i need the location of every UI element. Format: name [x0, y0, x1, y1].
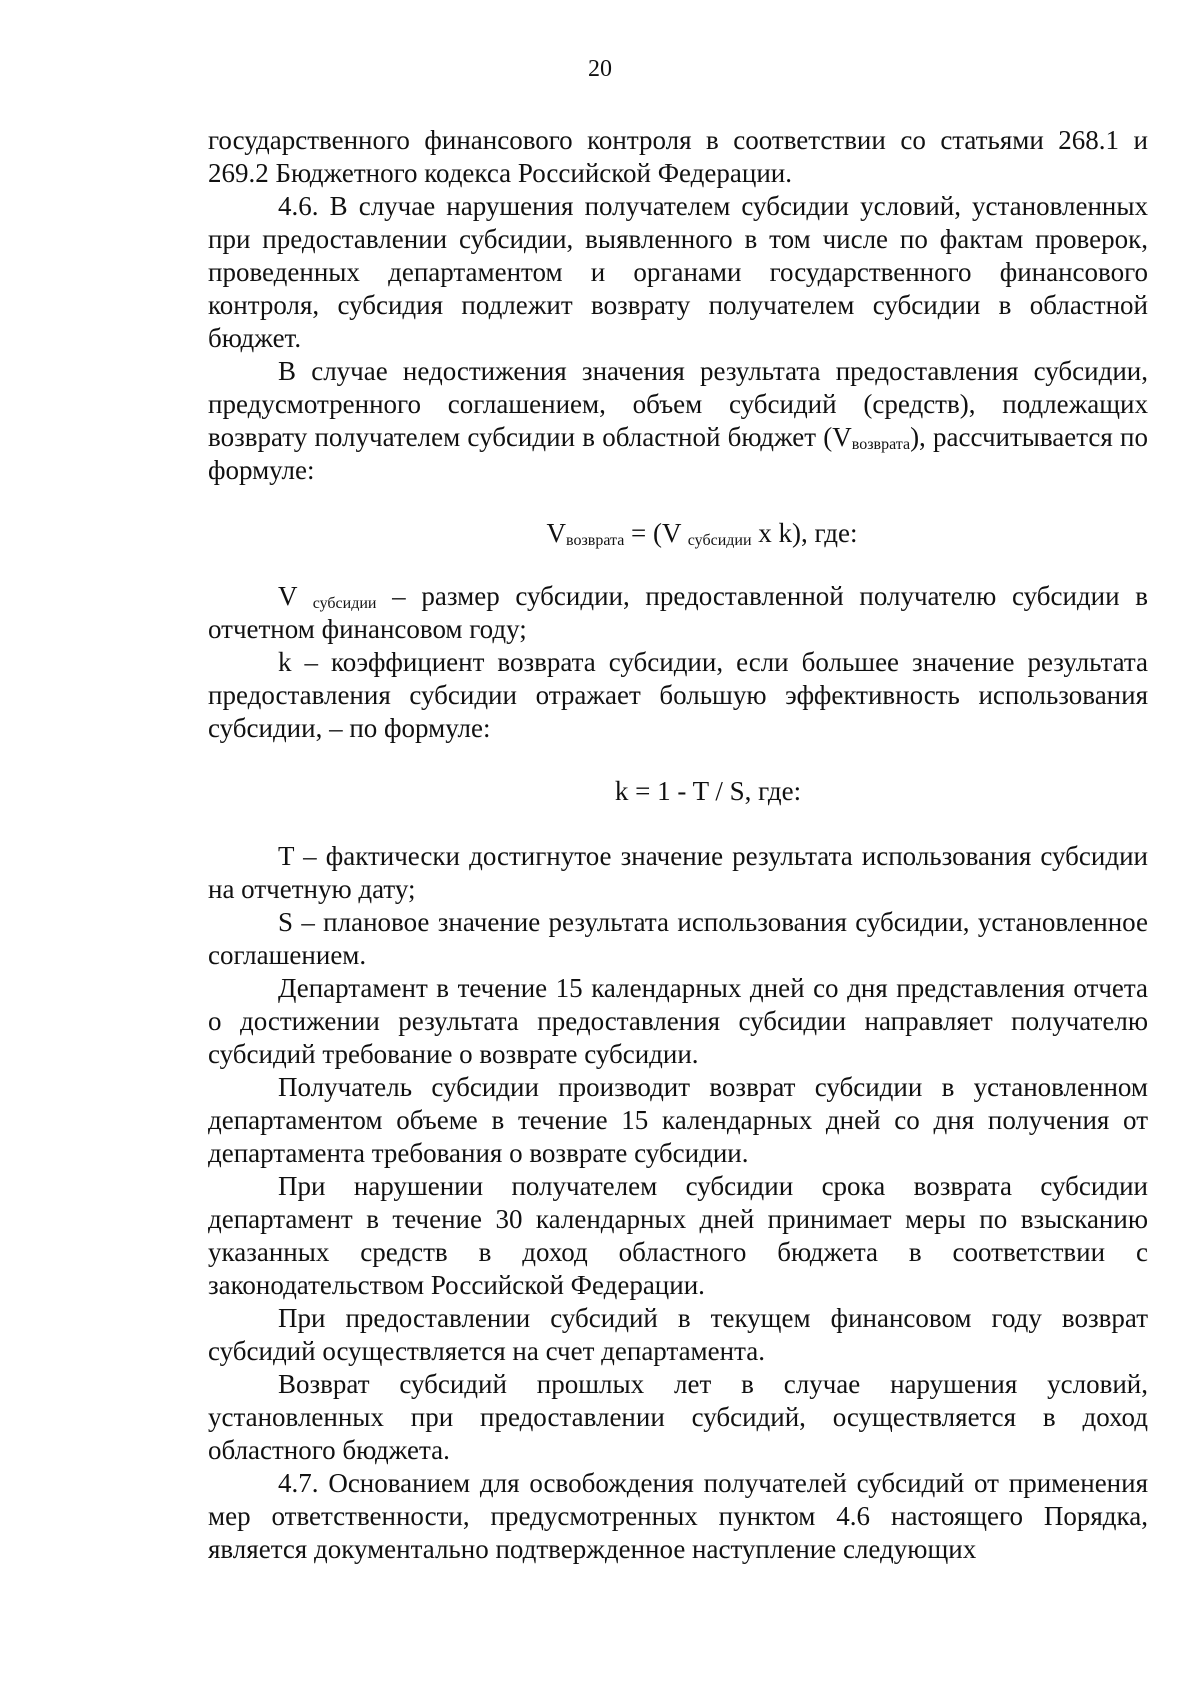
- v-definition-text: – размер субсидии, предоставленной получателю субсидии в отчетном финансовом году;: [208, 581, 1148, 644]
- paragraph-previous-years: Возврат субсидий прошлых лет в случае нарушения условий, установленных при предоставлении субсидий, осуществляется в доход областного бюджета.: [208, 1369, 1148, 1465]
- paragraph-1: государственного финансового контроля в соответствии со статьями 268.1 и 269.2 Бюджетного кодекса Российской Федерации.: [208, 125, 1148, 188]
- paragraph-shortfall: [208, 355, 1148, 487]
- paragraph-department-request: Департамент в течение 15 календарных дней со дня представления отчета о достижении результата предоставления субсидии направляет получателю субсидий требование о возврате субсидии.: [208, 973, 1148, 1069]
- v-symbol: V: [278, 581, 313, 611]
- paragraph-t-definition: T – фактически достигнутое значение результата использования субсидии на отчетную дату;: [208, 841, 1148, 904]
- v-symbol-sub: субсидии: [312, 595, 377, 612]
- paragraph-shortfall-after: ), рассчитывается по формуле:: [208, 422, 1148, 485]
- formula-1-mid: = (V: [624, 518, 688, 548]
- formula-refund-volume: [208, 487, 1148, 580]
- formula-1-lhs: V: [546, 518, 566, 548]
- paragraph-shortfall-before: В случае недостижения значения результата предоставления субсидии, предусмотренного соглашением, объем субсидий (средств), подлежащих возврату получателем субсидии в областной бюджет (V: [208, 356, 1148, 452]
- page-number: 20: [588, 56, 612, 82]
- paragraph-current-year: При предоставлении субсидий в текущем финансовом году возврат субсидий осуществляется на счет департамента.: [208, 1303, 1148, 1366]
- paragraph-v-definition: [208, 580, 1148, 646]
- paragraph-k-definition: k – коэффициент возврата субсидии, если большее значение результата предоставления субсидии отражает большую эффективность использования субсидии, – по формуле:: [208, 647, 1148, 743]
- paragraph-4-7: 4.7. Основанием для освобождения получателей субсидий от применения мер ответственности, предусмотренных пунктом 4.6 настоящего Порядка, является документально подтвержденное наступление следующих: [208, 1468, 1148, 1564]
- formula-1-rhs: x k), где:: [751, 518, 858, 548]
- formula-1-mid-sub: субсидии: [687, 532, 752, 549]
- paragraph-shortfall-sub: возврата: [851, 436, 911, 453]
- document-body: [208, 124, 1148, 1566]
- paragraph-recipient-refund: Получатель субсидии производит возврат субсидии в установленном департаментом объеме в течение 15 календарных дней со дня получения от департамента требования о возврате субсидии.: [208, 1072, 1148, 1168]
- formula-1-lhs-sub: возврата: [566, 532, 625, 549]
- paragraph-s-definition: S – плановое значение результата использования субсидии, установленное соглашением.: [208, 907, 1148, 970]
- paragraph-deadline-violation: При нарушении получателем субсидии срока возврата субсидии департамент в течение 30 календарных дней принимает меры по взысканию указанных средств в доход областного бюджета в соответствии с законодательством Российской Федерации.: [208, 1171, 1148, 1300]
- formula-k: k = 1 - T / S, где:: [614, 776, 802, 806]
- paragraph-4-6: 4.6. В случае нарушения получателем субсидии условий, установленных при предоставлении субсидии, выявленного в том числе по фактам проверок, проведенных департаментом и органами государственного финансового контроля, субсидия подлежит возврату получателем субсидии в областной бюджет.: [208, 191, 1148, 353]
